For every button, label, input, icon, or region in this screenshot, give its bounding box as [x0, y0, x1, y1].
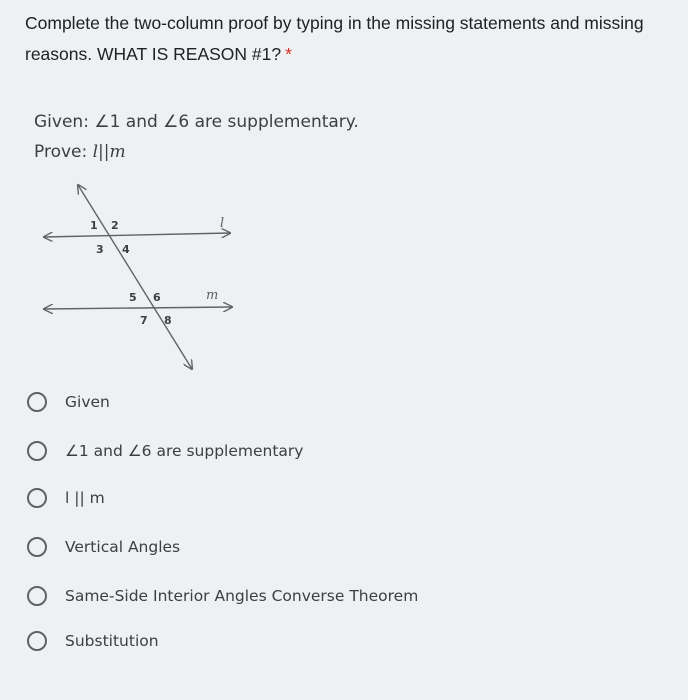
required-marker: * [285, 44, 292, 64]
angle-label-1: 1 [90, 219, 98, 232]
question-text: Complete the two-column proof by typing in the missing statements and missing reasons. WHAT IS REASON #1? [25, 13, 644, 64]
question-title [25, 8, 675, 70]
transversal-line [78, 185, 192, 369]
option-label: l || m [65, 489, 105, 507]
angle-label-2: 2 [111, 219, 119, 232]
parallel-lines-diagram [40, 175, 250, 375]
prove-line [34, 142, 126, 162]
option-l-parallel-m[interactable] [27, 482, 105, 514]
angle-label-3: 3 [96, 243, 104, 256]
option-same-side-interior[interactable] [27, 580, 418, 612]
radio-button[interactable] [27, 537, 47, 557]
prove-label: Prove: [34, 142, 88, 162]
radio-button[interactable] [27, 441, 47, 461]
radio-button[interactable] [27, 631, 47, 651]
given-statement: ∠1 and ∠6 are supplementary. [94, 112, 359, 132]
line-label-m: m [206, 288, 219, 303]
line-m [44, 307, 232, 309]
radio-button[interactable] [27, 392, 47, 412]
option-label: Given [65, 393, 110, 411]
option-label: Substitution [65, 632, 159, 650]
option-given[interactable] [27, 386, 110, 418]
option-label: ∠1 and ∠6 are supplementary [65, 442, 304, 460]
given-line [34, 112, 359, 132]
angle-label-5: 5 [129, 291, 137, 304]
option-label: Same-Side Interior Angles Converse Theorem [65, 587, 419, 605]
line-label-l: l [220, 216, 225, 231]
option-label: Vertical Angles [65, 538, 181, 556]
option-supplementary[interactable] [27, 435, 303, 467]
angle-label-8: 8 [164, 314, 172, 327]
radio-button[interactable] [27, 586, 47, 606]
option-substitution[interactable] [27, 625, 159, 657]
option-vertical-angles[interactable] [27, 531, 180, 563]
given-label: Given: [34, 112, 89, 132]
angle-label-7: 7 [140, 314, 148, 327]
prove-statement: l||m [92, 142, 126, 162]
radio-button[interactable] [27, 488, 47, 508]
angle-label-4: 4 [122, 243, 130, 256]
line-l [44, 233, 230, 237]
angle-label-6: 6 [153, 291, 161, 304]
